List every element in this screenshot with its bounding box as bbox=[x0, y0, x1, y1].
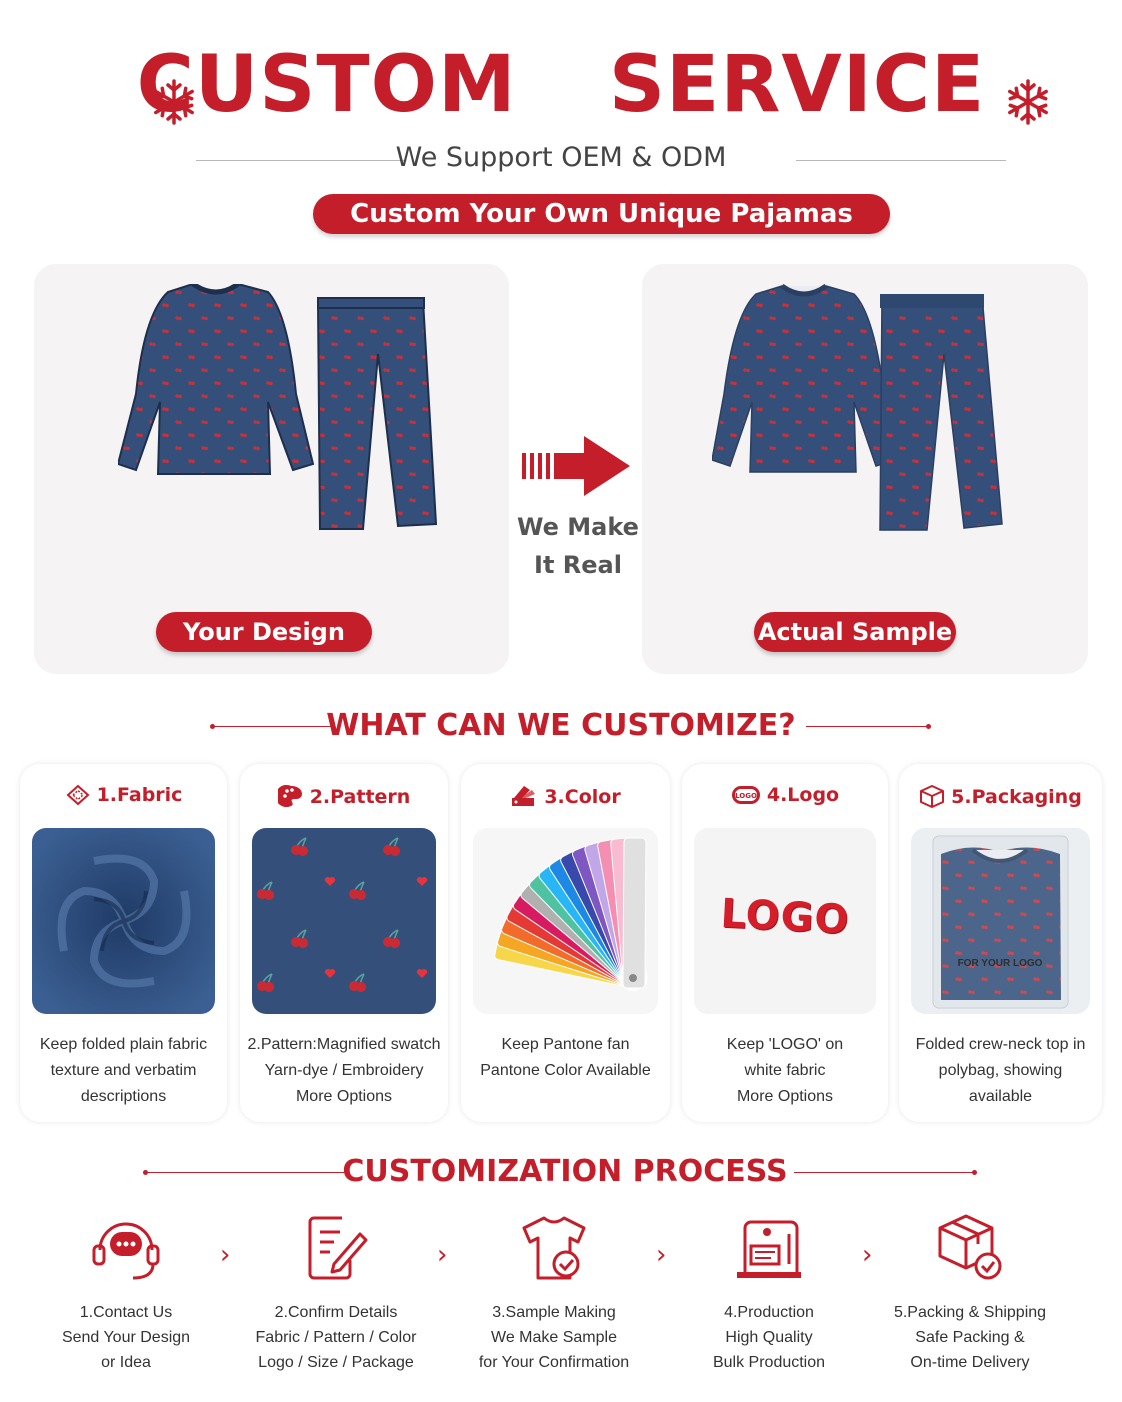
step-text bbox=[31, 1300, 221, 1375]
step-line: Send Your Design bbox=[61, 1329, 191, 1346]
card-title-text: 2.Pattern bbox=[309, 786, 411, 808]
fabric-icon bbox=[65, 784, 91, 806]
card-description bbox=[688, 1032, 882, 1110]
step-line: We Make Sample bbox=[491, 1329, 617, 1346]
fabric-image bbox=[32, 828, 215, 1014]
card-title-text: 5.Packaging bbox=[951, 786, 1082, 808]
step-line: 2.Confirm Details bbox=[274, 1304, 398, 1321]
card-title bbox=[20, 784, 227, 806]
process-step bbox=[459, 1210, 649, 1375]
customize-card-logo bbox=[682, 764, 888, 1122]
step-line: 1.Contact Us bbox=[79, 1304, 173, 1321]
color-swatch bbox=[623, 838, 646, 988]
desc-line: Folded crew-neck top in bbox=[915, 1036, 1086, 1053]
subtitle: We Support OEM & ODM bbox=[395, 142, 727, 173]
desc-line: white fabric bbox=[744, 1062, 826, 1079]
pantone-fan-image bbox=[473, 828, 658, 1014]
customize-card-pattern bbox=[240, 764, 448, 1122]
desc-line: Keep 'LOGO' on bbox=[726, 1036, 844, 1053]
desc-line: texture and verbatim bbox=[50, 1062, 197, 1079]
desc-line: polybag, showing bbox=[938, 1062, 1063, 1079]
card-title bbox=[240, 784, 448, 808]
customize-heading: WHAT CAN WE CUSTOMIZE? bbox=[326, 708, 796, 743]
your-design-label: Your Design bbox=[156, 612, 372, 652]
card-title-text: 3.Color bbox=[544, 786, 621, 808]
step-line: for Your Confirmation bbox=[478, 1354, 630, 1371]
fan-pivot bbox=[629, 974, 637, 982]
tagline-banner: Custom Your Own Unique Pajamas bbox=[313, 194, 890, 234]
card-title bbox=[899, 784, 1102, 808]
arrow-text-line: It Real bbox=[534, 551, 622, 579]
edit-document-icon bbox=[298, 1210, 374, 1286]
desc-line: descriptions bbox=[80, 1088, 167, 1105]
step-line: 4.Production bbox=[724, 1304, 814, 1321]
card-title-text: 4.Logo bbox=[766, 784, 840, 806]
card-title bbox=[461, 784, 670, 808]
desc-line: More Options bbox=[295, 1088, 393, 1105]
box-icon bbox=[919, 784, 945, 808]
tshirt-check-icon bbox=[516, 1210, 592, 1286]
customize-card-fabric bbox=[20, 764, 227, 1122]
pattern-image bbox=[252, 828, 436, 1014]
page-title: CUSTOM SERVICE bbox=[136, 40, 986, 130]
step-text bbox=[241, 1300, 431, 1375]
step-text bbox=[674, 1300, 864, 1375]
step-line: or Idea bbox=[101, 1354, 151, 1371]
process-step bbox=[241, 1210, 431, 1375]
customize-card-packaging bbox=[899, 764, 1102, 1122]
logo-badge-text: LOGO bbox=[734, 792, 757, 800]
chevron-right-icon: › bbox=[656, 1240, 667, 1270]
logo-embroidery-text: LOGO bbox=[719, 890, 851, 944]
palette-icon bbox=[278, 784, 304, 808]
pajama-photo bbox=[712, 284, 1022, 584]
desc-line: Keep folded plain fabric bbox=[39, 1036, 208, 1053]
process-step bbox=[31, 1210, 221, 1375]
card-title bbox=[682, 784, 888, 806]
step-line: High Quality bbox=[725, 1329, 813, 1346]
step-line: Logo / Size / Package bbox=[258, 1354, 414, 1371]
step-line: Bulk Production bbox=[712, 1354, 826, 1371]
color-fan-icon bbox=[510, 784, 538, 808]
step-line: Safe Packing & bbox=[915, 1329, 1025, 1346]
card-description bbox=[246, 1032, 442, 1110]
step-line: Fabric / Pattern / Color bbox=[255, 1329, 417, 1346]
desc-line: available bbox=[968, 1088, 1033, 1105]
chevron-right-icon: › bbox=[220, 1240, 231, 1270]
card-description bbox=[905, 1032, 1096, 1110]
logo-fabric-image bbox=[694, 828, 876, 1014]
customize-card-color bbox=[461, 764, 670, 1122]
desc-line: Yarn-dye / Embroidery bbox=[264, 1062, 424, 1079]
process-step bbox=[875, 1210, 1065, 1375]
desc-line: Pantone Color Available bbox=[480, 1062, 651, 1079]
arrow-text-line: We Make bbox=[517, 513, 639, 541]
step-text bbox=[875, 1300, 1065, 1375]
actual-sample-label: Actual Sample bbox=[754, 612, 956, 652]
process-step bbox=[674, 1210, 864, 1375]
card-description bbox=[26, 1032, 221, 1110]
step-line: On-time Delivery bbox=[910, 1354, 1030, 1371]
chevron-right-icon: › bbox=[862, 1240, 873, 1270]
bag-logo-text: FOR YOUR LOGO bbox=[957, 958, 1043, 969]
package-check-icon bbox=[932, 1210, 1008, 1286]
arrow-right-icon bbox=[522, 436, 632, 496]
support-chat-icon bbox=[88, 1210, 164, 1286]
sample-panel bbox=[642, 264, 1088, 674]
desc-line: 2.Pattern:Magnified swatch bbox=[247, 1036, 441, 1053]
desc-line: More Options bbox=[736, 1088, 834, 1105]
polybag-image bbox=[911, 828, 1090, 1014]
chevron-right-icon: › bbox=[437, 1240, 448, 1270]
card-description bbox=[467, 1032, 664, 1084]
we-make-it-real-text bbox=[508, 508, 648, 584]
step-line: 3.Sample Making bbox=[492, 1304, 616, 1321]
pajama-sketch bbox=[118, 284, 438, 584]
sewing-machine-icon bbox=[731, 1210, 807, 1286]
card-title-text: 1.Fabric bbox=[96, 784, 183, 806]
logo-badge-icon bbox=[731, 784, 761, 806]
step-text bbox=[459, 1300, 649, 1375]
design-panel bbox=[34, 264, 509, 674]
step-line: 5.Packing & Shipping bbox=[893, 1304, 1047, 1321]
process-heading: CUSTOMIZATION PROCESS bbox=[342, 1154, 788, 1189]
desc-line: Keep Pantone fan bbox=[501, 1036, 630, 1053]
